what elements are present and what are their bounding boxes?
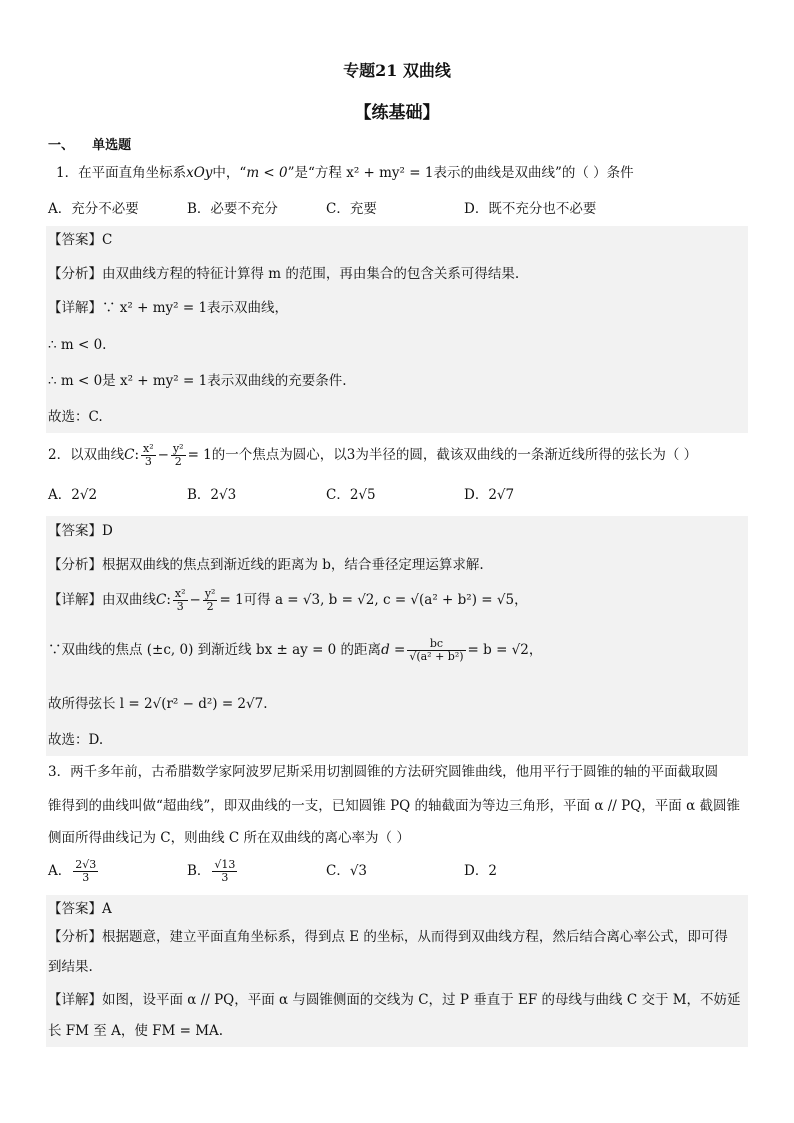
q3-stem-line-1: 3．两千多年前，古希腊数学家阿波罗尼斯采用切割圆锥的方法研究圆锥曲线，他用平行于圆锥的轴的平面截取圆	[48, 764, 719, 780]
q1-answer: 【答案】C	[48, 232, 113, 248]
q3-option-a: A． $\frac{2√3}{3}$	[48, 858, 97, 884]
q1-stem-mid: 中，“	[212, 165, 247, 181]
q2-frac-y: $\frac{\text{y²}}{2}$	[172, 442, 184, 468]
q1-detail-4: 故选：C.	[48, 409, 103, 425]
q3-option-c: C．√3	[326, 863, 368, 879]
q1-detail-2: ∴ m < 0.	[48, 337, 107, 353]
q1-solution-box	[46, 226, 748, 433]
page-subtitle: 【练基础】	[354, 103, 440, 123]
q2-stem: 2．以双曲线C: $\frac{\text{x²}}{3}$ − $\frac{\text{y²}}{2}$ = 1的一个焦点为圆心，以3为半径的圆，截该双曲线的一条渐近线所得的弦长为（ ）	[48, 442, 698, 468]
q2-option-a: A．2√2	[48, 487, 98, 503]
q3-option-d: D．2	[464, 863, 497, 879]
q2-detail-1: 【详解】由双曲线C: $\frac{\text{x²}}{3}$ − $\frac{\text{y²}}{2}$ = 1可得 a = √3, b = √2, c = √(a² + b²) = √5，	[48, 587, 528, 613]
q1-options	[48, 198, 748, 222]
q1-stem-tail: ”是“方程 x² + my² = 1表示的曲线是双曲线”的（ ）条件	[287, 165, 634, 181]
q1-option-d: D．既不充分也不必要	[464, 201, 597, 217]
q2-solution-box	[46, 516, 748, 756]
q3-analysis-1: 【分析】根据题意，建立平面直角坐标系，得到点 E 的坐标，从而得到双曲线方程，然后结合离心率公式，即可得	[48, 929, 728, 945]
q2-option-b: B．2√3	[187, 487, 237, 503]
q1-option-c: C．充要	[326, 201, 377, 217]
q1-stem-prefix: 1．在平面直角坐标系	[56, 165, 187, 181]
q3-analysis-2: 到结果.	[48, 959, 93, 975]
q2-options	[48, 484, 748, 508]
q1-stem	[56, 163, 634, 183]
q2-detail-2: ∵双曲线的焦点 (±c, 0) 到渐近线 bx ± ay = 0 的距离d = $\frac{bc}{\text{√(a² + b²)}}$ = b = √2，	[48, 637, 543, 663]
q2-detail-4: 故选：D.	[48, 732, 104, 748]
q1-detail-1: 【详解】∵ x² + my² = 1表示双曲线，	[48, 300, 289, 316]
q1-option-b: B．必要不充分	[187, 201, 278, 217]
q2-option-c: C．2√5	[326, 487, 376, 503]
q2-option-d: D．2√7	[464, 487, 515, 503]
q3-stem-line-3: 侧面所得曲线记为 C，则曲线 C 所在双曲线的离心率为（ ）	[48, 830, 410, 846]
q2-stem-tail: = 1的一个焦点为圆心，以3为半径的圆，截该双曲线的一条渐近线所得的弦长为（ ）	[187, 447, 698, 463]
q1-stem-cond: m < 0	[246, 165, 288, 181]
q3-detail-2: 长 FM 至 A，使 FM = MA.	[48, 1023, 224, 1039]
q2-stem-prefix: 2．以双曲线	[48, 447, 125, 463]
q3-detail-1: 【详解】如图，设平面 α // PQ，平面 α 与圆锥侧面的交线为 C，过 P 垂直于 EF 的母线与曲线 C 交于 M，不妨延	[48, 992, 741, 1008]
q3-stem-line-2: 锥得到的曲线叫做“超曲线”，即双曲线的一支，已知圆锥 PQ 的轴截面为等边三角形，平面 α // PQ，平面 α 截圆锥	[48, 798, 740, 814]
q3-answer: 【答案】A	[48, 901, 112, 917]
q3-options	[48, 856, 748, 892]
q2-answer: 【答案】D	[48, 523, 113, 539]
q2-frac-x: $\frac{\text{x²}}{3}$	[143, 442, 154, 468]
q1-analysis: 【分析】由双曲线方程的特征计算得 m 的范围，再由集合的包含关系可得结果.	[48, 266, 520, 282]
q2-analysis: 【分析】根据双曲线的焦点到渐近线的距离为 b，结合垂径定理运算求解.	[48, 557, 484, 573]
q3-option-b: B． $\frac{√13}{3}$	[187, 858, 236, 884]
section-heading: 一、 单选题	[48, 138, 132, 153]
q2-stem-c: C	[124, 447, 135, 463]
q1-detail-3: ∴ m < 0是 x² + my² = 1表示双曲线的充要条件.	[48, 373, 347, 389]
q1-stem-coord: xOy	[186, 165, 213, 181]
page-title: 专题21 双曲线	[343, 61, 451, 80]
q2-detail-3: 故所得弦长 l = 2√(r² − d²) = 2√7.	[48, 696, 268, 712]
q1-option-a: A．充分不必要	[48, 201, 139, 217]
